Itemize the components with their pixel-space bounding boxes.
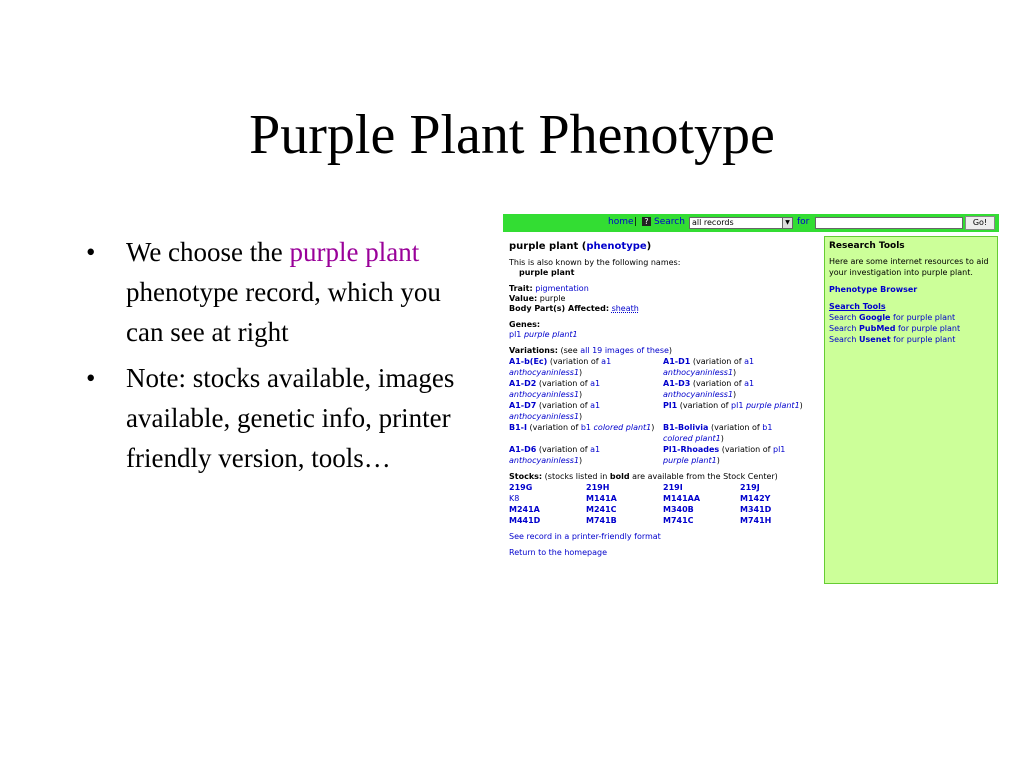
variation-link[interactable]: A1-D7	[509, 401, 537, 410]
variation-gene-name[interactable]: colored plant1	[593, 423, 652, 432]
help-icon[interactable]: ?	[642, 217, 651, 226]
body-part-label: Body Part(s) Affected:	[509, 304, 610, 313]
variation-gene-link[interactable]: a1	[590, 401, 601, 410]
variation-item: A1-D6 (variation of a1 anthocyaninless1)	[509, 445, 601, 465]
embedded-screenshot	[503, 214, 999, 586]
bullet-text-pre: We choose the	[126, 237, 290, 267]
gene-name-link[interactable]: purple plant1	[523, 330, 578, 339]
variation-item: A1-D3 (variation of a1 anthocyaninless1)	[663, 379, 755, 399]
aka-name: purple plant	[519, 268, 575, 277]
stock-link[interactable]: M341D	[740, 505, 772, 514]
record-main	[509, 240, 823, 558]
search-word: Search	[829, 313, 857, 322]
variation-gene-link[interactable]: a1	[744, 357, 755, 366]
variation-gene-name[interactable]: anthocyaninless1	[509, 412, 580, 421]
pubmed-search-row[interactable]	[829, 323, 993, 334]
for-text: for purple plant	[897, 324, 961, 333]
bullet-accent: purple plant	[289, 237, 420, 267]
variation-item: A1-D1 (variation of a1 anthocyaninless1)	[663, 357, 755, 377]
variation-item: Pl1-Rhoades (variation of pl1 purple plant1)	[663, 445, 786, 465]
variation-gene-link[interactable]: a1	[590, 445, 601, 454]
stocks-label: Stocks:	[509, 472, 543, 481]
variation-gene-name[interactable]: anthocyaninless1	[663, 390, 734, 399]
variation-link[interactable]: A1-D2	[509, 379, 537, 388]
pubmed-link[interactable]: PubMed	[859, 324, 896, 333]
google-link[interactable]: Google	[859, 313, 891, 322]
stocks-note-bold: bold	[609, 472, 630, 481]
record-type-select[interactable]	[689, 217, 793, 229]
variation-link[interactable]: A1-D3	[663, 379, 691, 388]
variation-gene-name[interactable]: purple plant1	[745, 401, 800, 410]
stock-link[interactable]: M741B	[586, 516, 617, 525]
variations-images-link[interactable]: all 19 images of these	[580, 346, 669, 355]
variation-of: (variation of	[538, 401, 588, 410]
search-label: Search	[654, 217, 685, 227]
variation-gene-link[interactable]: pl1	[773, 445, 786, 454]
stocks-grid	[509, 482, 823, 526]
bullet-list	[86, 232, 466, 484]
variation-item: A1-b(Ec) (variation of a1 anthocyaninless1)	[509, 357, 612, 377]
usenet-link[interactable]: Usenet	[859, 335, 891, 344]
record-type-value: all records	[692, 218, 734, 227]
bullet-item	[86, 358, 466, 478]
stock-link[interactable]: M241C	[586, 505, 617, 514]
aka-intro: This is also known by the following names:	[509, 258, 681, 267]
variation-gene-link[interactable]: a1	[590, 379, 601, 388]
value-label: Value:	[509, 294, 538, 303]
variation-item: A1-D2 (variation of a1 anthocyaninless1)	[509, 379, 601, 399]
stock-link[interactable]: M141AA	[663, 494, 701, 503]
search-toolbar	[503, 214, 999, 232]
record-name: purple plant	[509, 241, 579, 252]
variation-of: (variation of	[710, 423, 760, 432]
stock-link[interactable]: 219H	[586, 483, 610, 492]
search-word: Search	[829, 324, 857, 333]
variation-gene-name[interactable]: anthocyaninless1	[663, 368, 734, 377]
value-text: purple	[539, 294, 566, 303]
variation-gene-link[interactable]: a1	[601, 357, 612, 366]
stock-link[interactable]: K8	[509, 494, 520, 503]
trait-label: Trait:	[509, 284, 533, 293]
variation-link[interactable]: Pl1-Rhoades	[663, 445, 720, 454]
stock-link[interactable]: M142Y	[740, 494, 771, 503]
variation-link[interactable]: A1-D6	[509, 445, 537, 454]
variation-item: A1-D7 (variation of a1 anthocyaninless1)	[509, 401, 601, 421]
variations-label: Variations:	[509, 346, 558, 355]
variations-end: )	[668, 346, 673, 355]
stocks-note: (stocks listed in	[544, 472, 608, 481]
variations-grid	[509, 356, 823, 466]
research-tools-sidebar	[824, 236, 998, 584]
usenet-search-row[interactable]	[829, 334, 993, 345]
variation-gene-name[interactable]: purple plant1	[663, 456, 717, 465]
search-input[interactable]	[815, 217, 963, 229]
variation-link[interactable]: B1-I	[509, 423, 527, 432]
variation-gene-link[interactable]: b1	[762, 423, 773, 432]
variation-gene-name[interactable]: anthocyaninless1	[509, 390, 580, 399]
trait-link[interactable]: pigmentation	[535, 284, 589, 293]
variations-see: (see	[560, 346, 578, 355]
bullet-text: Note: stocks available, images available, genetic info, printer friendly version, tools…	[126, 363, 455, 473]
body-part-link[interactable]: sheath	[611, 304, 639, 313]
stocks-note-end: are available from the Stock Center)	[632, 472, 778, 481]
variation-gene-name[interactable]: anthocyaninless1	[509, 368, 580, 377]
stock-link[interactable]: M741C	[663, 516, 694, 525]
record-title: purple plant (phenotype)	[509, 241, 652, 252]
variation-of: (variation of	[721, 445, 771, 454]
sidebar-intro: Here are some internet resources to aid your investigation into purple plant.	[829, 257, 989, 277]
variation-of: (variation of	[538, 379, 588, 388]
variation-gene-name[interactable]: colored plant1	[663, 434, 721, 443]
variation-item: Pl1 (variation of pl1 purple plant1)	[663, 401, 803, 410]
variation-of: (variation of	[549, 357, 599, 366]
for-label: for	[797, 217, 810, 227]
toolbar-separator: |	[634, 217, 638, 227]
bullet-text-post: phenotype record, which you can see at right	[126, 277, 441, 347]
variation-gene-name[interactable]: anthocyaninless1	[509, 456, 580, 465]
stock-link[interactable]: M441D	[509, 516, 541, 525]
chevron-down-icon: ▼	[782, 218, 792, 228]
home-link[interactable]: home	[608, 217, 634, 227]
variation-link[interactable]: A1-D1	[663, 357, 691, 366]
phenotype-link[interactable]: phenotype	[586, 241, 647, 252]
variation-link[interactable]: Pl1	[663, 401, 678, 410]
genes-label: Genes:	[509, 320, 541, 329]
variation-of: (variation of	[679, 401, 729, 410]
variation-gene-link[interactable]: pl1	[731, 401, 744, 410]
search-tools-link[interactable]: Search Tools	[829, 302, 886, 311]
stock-link[interactable]: 219J	[740, 483, 760, 492]
for-text: for purple plant	[893, 313, 956, 322]
bullet-dot-icon: •	[86, 237, 96, 267]
google-search-row[interactable]	[829, 312, 993, 323]
stock-link[interactable]: M340B	[663, 505, 694, 514]
homepage-link[interactable]: Return to the homepage	[509, 548, 607, 557]
variation-item: B1-I (variation of b1 colored plant1)	[509, 423, 655, 432]
slide-title: Purple Plant Phenotype	[249, 104, 775, 166]
variation-of: (variation of	[692, 379, 742, 388]
search-word: Search	[829, 335, 857, 344]
go-button[interactable]: Go!	[965, 216, 995, 230]
variation-of: (variation of	[692, 357, 742, 366]
variation-item: B1-Bolivia (variation of b1 colored plant1)	[663, 423, 773, 443]
variation-link[interactable]: A1-b(Ec)	[509, 357, 548, 366]
variation-gene-link[interactable]: a1	[744, 379, 755, 388]
gene-symbol-link[interactable]: pl1	[509, 330, 522, 339]
variation-of: (variation of	[538, 445, 588, 454]
stock-link[interactable]: M141A	[586, 494, 617, 503]
bullet-dot-icon: •	[86, 363, 96, 393]
stock-link[interactable]: M241A	[509, 505, 540, 514]
bullet-item	[86, 232, 466, 352]
printer-friendly-link[interactable]: See record in a printer-friendly format	[509, 532, 661, 541]
variation-of: (variation of	[529, 423, 579, 432]
sidebar-heading: Research Tools	[829, 241, 905, 251]
variation-link[interactable]: B1-Bolivia	[663, 423, 709, 432]
for-text: for purple plant	[893, 335, 956, 344]
phenotype-browser-link[interactable]: Phenotype Browser	[829, 285, 918, 294]
variation-gene-link[interactable]: b1	[580, 423, 591, 432]
stock-link[interactable]: M741H	[740, 516, 772, 525]
stock-link[interactable]: 219G	[509, 483, 533, 492]
stock-link[interactable]: 219I	[663, 483, 683, 492]
